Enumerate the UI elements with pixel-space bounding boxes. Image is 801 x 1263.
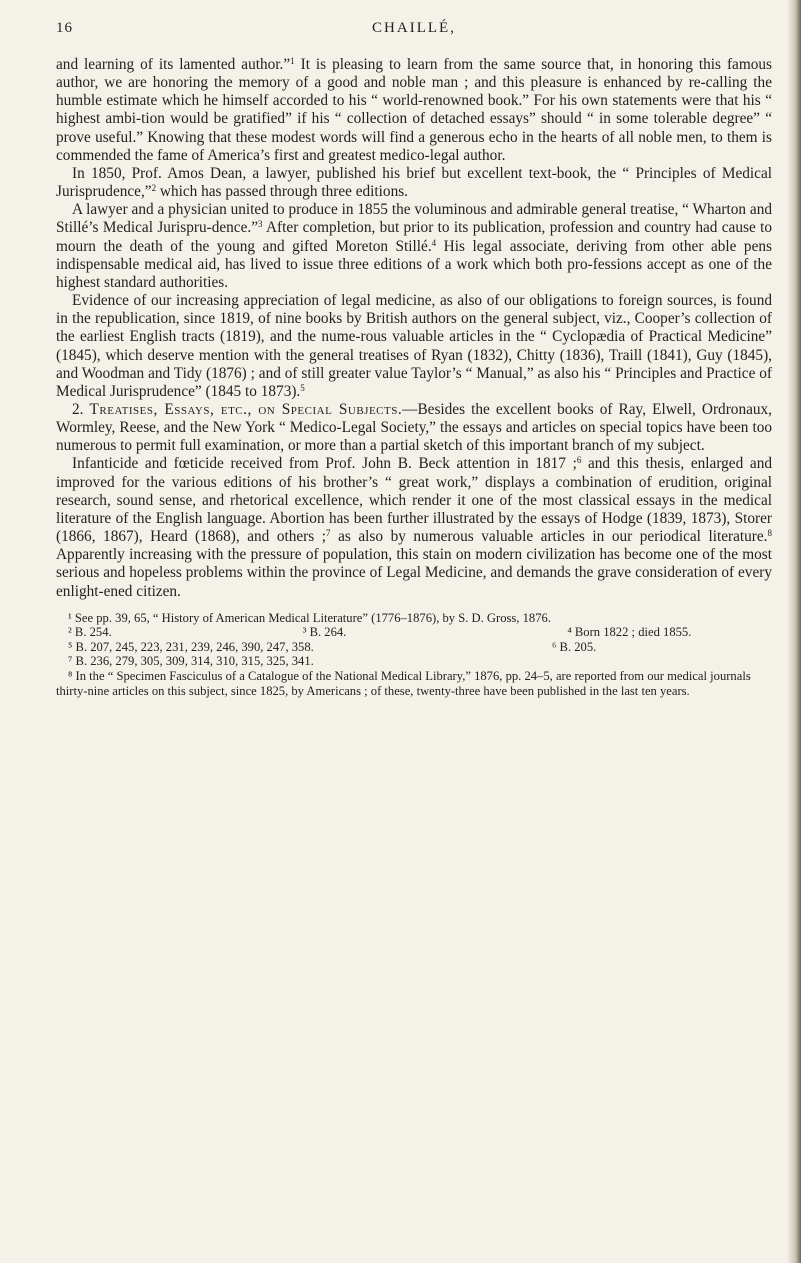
footnote-2: ² B. 254. [68,625,112,640]
body-text [56,56,772,601]
page-number: 16 [56,20,73,36]
footnote-5: ⁵ B. 207, 245, 223, 231, 239, 246, 390, 247, 358. [68,639,314,654]
footnote-6: ⁶ B. 205. [552,639,597,654]
footnote-4: ⁴ Born 1822 ; died 1855. [567,625,692,640]
paragraph: In 1850, Prof. Amos Dean, a lawyer, published his brief but excellent text-book, the “ Principles of Medical Jurisprudence,”$^2$ which has passed through three editions. [56,164,772,201]
section-heading: Treatises, Essays, etc., on Special Subjects. [89,400,403,418]
footnote-7: ⁷ B. 236, 279, 305, 309, 314, 310, 315, 325, 341. [68,654,314,669]
footnote-ref: 7 [326,528,331,539]
footnote-ref: 1 [290,56,295,66]
footnote-ref: 8 [767,528,772,539]
footnote-ref: 2 [151,183,157,194]
paragraph: A lawyer and a physician united to produce in 1855 the voluminous and admirable general treatise, “ Wharton and Stillé’s Medical Jurispru-dence.”$^3$ After completion, but prior to its publication, profession and country had cause to mourn the death of the young and gifted Moreton Stillé.$^4$ His legal associate, deriving from other able pens indispensable medical aid, has lived to issue three editions of a work which both pro-fessions accept as one of the highest standard authorities. [56,201,772,291]
footnotes [56,611,772,699]
paragraph: 2. Treatises, Essays, etc., on Special Subjects.—Besides the excellent books of Ray, Elwell, Ordronaux, Wormley, Reese, and the New York “ Medico-Legal Society,” the essays and articles on special topics have been too numerous to permit full examination, or more than a partial sketch of this important branch of my subject. [56,400,773,455]
paragraph: Evidence of our increasing appreciation of legal medicine, as also of our obligations to foreign sources, is found in the republication, since 1819, of nine books by British authors on the general subject, viz., Cooper’s collection of the earliest English tracts (1819), and the nume-rous valuable articles in the “ Cyclopædia of Practical Medicine” (1845), which deserve mention with the general treatises of Ryan (1832), Chitty (1836), Traill (1841), Guy (1845), and Woodman and Tidy (1876) ; and of still greater value Taylor’s “ Manual,” as also his “ Principles and Practice of Medical Jurisprudence” (1845 to 1873).$^5$ [56,292,772,400]
footnote-ref: 5 [300,382,305,393]
paragraph: Infanticide and fœticide received from Prof. John B. Beck attention in 1817 ;$^6$ and this thesis, enlarged and improved for the various editions of his brother’s “ great work,” displays a combination of erudition, original research, sound sense, and rhetorical excellence, which render it one of the most classical essays in the medical literature of the English language. Abortion has been further illustrated by the essays of Hodge (1839, 1873), Storer (1866, 1867), Heard (1868), and others ;$^7$ as also by numerous valuable articles in our periodical literature.$^8$ Apparently increasing with the pressure of population, this stain on modern civilization has become one of the most serious and hopeless problems within the province of Legal Medicine, and demands the grave consideration of every enlight-ened citizen. [56,455,773,600]
footnote-1: ¹ See pp. 39, 65, “ History of American Medical Literature” (1776–1876), by S. D. Gross, 1876. [68,610,551,625]
book-page [56,0,772,698]
paragraph: and learning of its lamented author.”$^1$ It is pleasing to learn from the same source that, in honoring this famous author, we are honoring the memory of a good and noble man ; and this pleasure is enhanced by re-calling the humble estimate which he himself accorded to his “ world-renowned book.” For his own statements were that his “ highest ambi-tion would be gratified” if his “ collection of detached essays” should “ in some tolerable degree” “ prove useful.” Knowing that these modest words will find a generous echo in the hearts of all noble men, to them is commended the fame of America’s first and greatest medico-legal author. [56,56,772,164]
footnote-row [56,640,772,655]
footnote-8: ⁸ In the “ Specimen Fasciculus of a Catalogue of the National Medical Library,” 1876, pp. 24–5, are reported from our medical journals thirty-nine articles on this subject, since 1825, by Americans ; of these, twenty-three have been published in the last ten years. [56,669,751,698]
footnote-ref: 6 [576,455,582,466]
page-header [56,0,772,56]
page-edge [787,0,801,1263]
running-head: CHAILLÉ, [372,20,456,36]
footnote-row [56,625,772,640]
footnote-ref: 3 [258,219,263,230]
footnote-3: ³ B. 264. [302,625,347,640]
footnote-ref: 4 [431,237,437,248]
